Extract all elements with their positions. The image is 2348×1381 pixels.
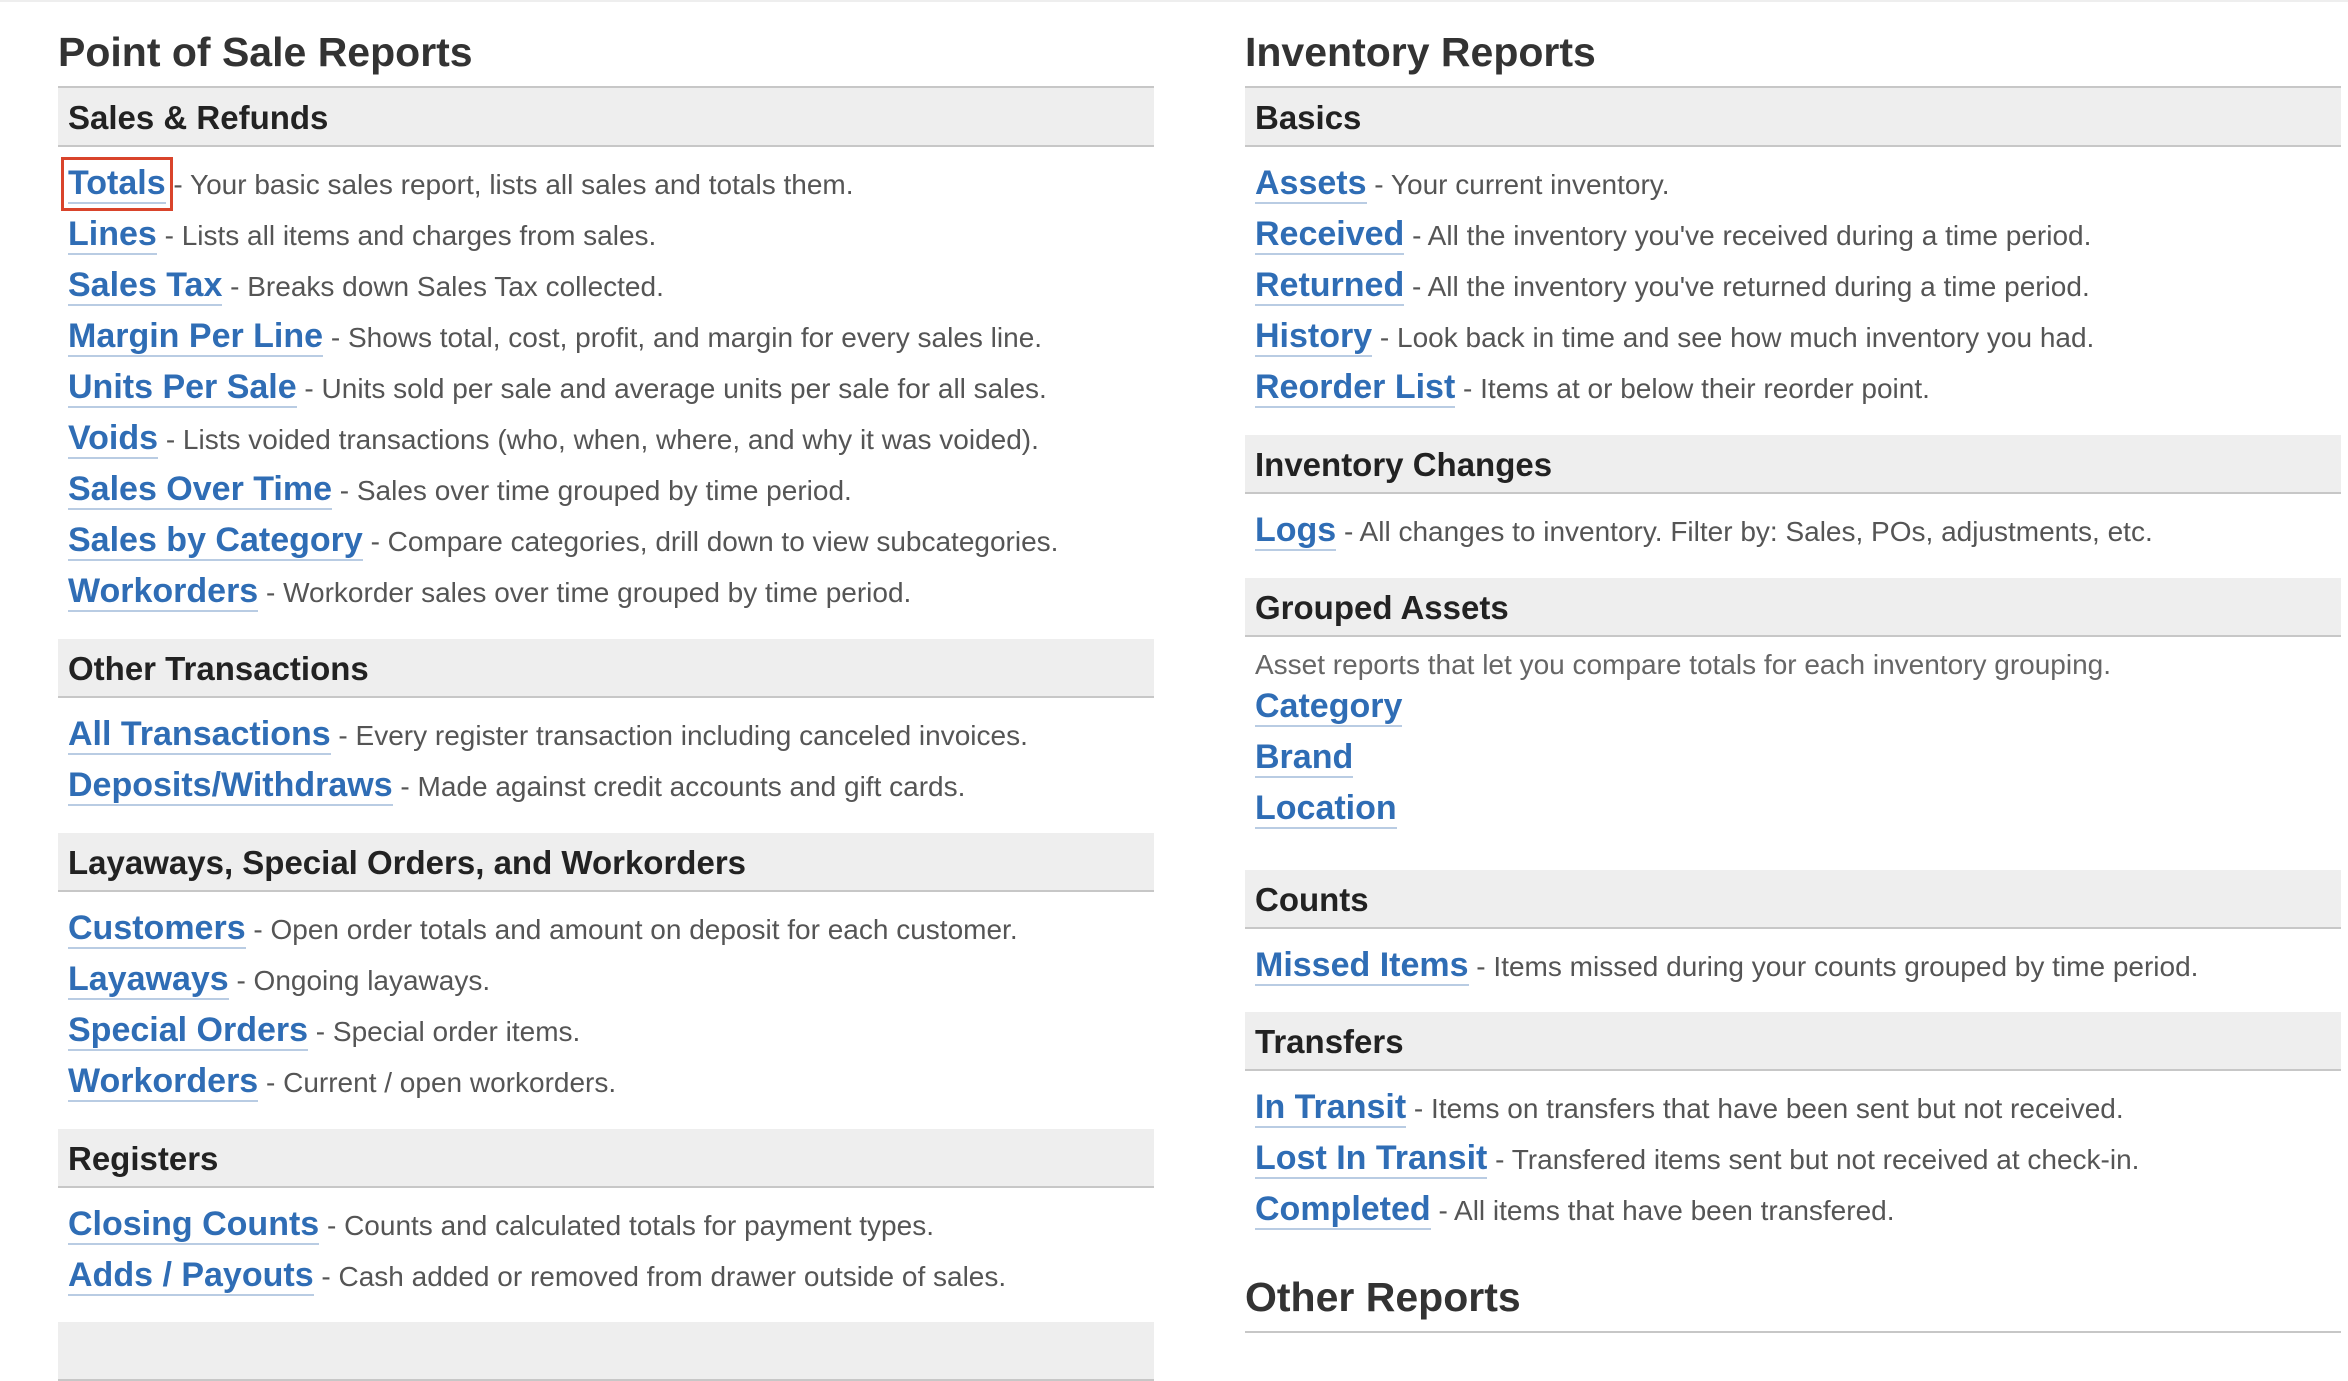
report-row-margin-per-line: [68, 312, 1154, 363]
report-link-voids[interactable]: Voids: [68, 419, 159, 457]
section-basics: [1245, 88, 2341, 414]
report-link-returned[interactable]: Returned: [1255, 266, 1405, 304]
report-link-all-transactions[interactable]: All Transactions: [68, 715, 331, 753]
report-link-history[interactable]: History: [1255, 317, 1373, 355]
report-row-deposits-withdraws: [68, 761, 1154, 812]
report-desc: - All the inventory you've returned during a time period.: [1404, 271, 2090, 302]
report-desc: - Sales over time grouped by time period.: [331, 475, 852, 506]
report-row-totals: [68, 159, 1154, 210]
report-row-units-per-sale: [68, 363, 1154, 414]
report-row-lines: [68, 210, 1154, 261]
report-row-missed-items: [1255, 941, 2341, 992]
section-note: Asset reports that let you compare totals for each inventory grouping.: [1255, 649, 2112, 680]
report-desc: - Your current inventory.: [1366, 169, 1670, 200]
report-row-reorder-list: [1255, 363, 2341, 414]
report-link-layaways[interactable]: Layaways: [68, 960, 229, 998]
report-link-assets[interactable]: Assets: [1255, 164, 1367, 202]
section-header: Grouped Assets: [1245, 578, 2341, 637]
report-link-open-workorders[interactable]: Workorders: [68, 1062, 259, 1100]
report-link-workorders[interactable]: Workorders: [68, 572, 259, 610]
report-link-sales-over-time[interactable]: Sales Over Time: [68, 470, 332, 508]
report-desc: - Special order items.: [308, 1016, 581, 1047]
section-grouped-assets: [1245, 578, 2341, 840]
report-desc: - Lists all items and charges from sales.: [156, 220, 657, 251]
report-desc: - All the inventory you've received during a time period.: [1404, 220, 2092, 251]
section-header: Other Transactions: [58, 639, 1154, 698]
report-desc: - Current / open workorders.: [258, 1067, 617, 1098]
report-link-lost-in-transit[interactable]: Lost In Transit: [1255, 1139, 1488, 1177]
report-link-closing-counts[interactable]: Closing Counts: [68, 1205, 320, 1243]
report-desc: - Items missed during your counts grouped by time period.: [1468, 951, 2199, 982]
section-header: Counts: [1245, 870, 2341, 929]
report-link-sales-by-category[interactable]: Sales by Category: [68, 521, 363, 559]
report-link-units-per-sale[interactable]: Units Per Sale: [68, 368, 297, 406]
report-desc: - Breaks down Sales Tax collected.: [222, 271, 664, 302]
report-desc: - Units sold per sale and average units per sale for all sales.: [296, 373, 1047, 404]
report-row-layaways: [68, 955, 1154, 1006]
report-row-logs: [1255, 506, 2341, 557]
report-desc: - Compare categories, drill down to view subcategories.: [362, 526, 1059, 557]
report-row-sales-tax: [68, 261, 1154, 312]
report-row-voids: [68, 414, 1154, 465]
report-link-totals[interactable]: Totals: [68, 164, 166, 202]
report-row-returned: [1255, 261, 2341, 312]
report-desc: - Every register transaction including canceled invoices.: [330, 720, 1028, 751]
report-desc: - Look back in time and see how much inventory you had.: [1372, 322, 2095, 353]
report-desc: - Workorder sales over time grouped by time period.: [258, 577, 912, 608]
report-link-logs[interactable]: Logs: [1255, 511, 1337, 549]
report-desc: - Shows total, cost, profit, and margin for every sales line.: [323, 322, 1043, 353]
report-desc: - Cash added or removed from drawer outside of sales.: [313, 1261, 1007, 1292]
report-row-received: [1255, 210, 2341, 261]
section-header: Basics: [1245, 88, 2341, 147]
section-header: Layaways, Special Orders, and Workorders: [58, 833, 1154, 892]
report-desc: - Items at or below their reorder point.: [1455, 373, 1930, 404]
report-desc: - All changes to inventory. Filter by: Sales, POs, adjustments, etc.: [1336, 516, 2153, 547]
report-link-category[interactable]: Category: [1255, 687, 1403, 725]
title-rule: [1245, 1331, 2341, 1333]
report-row-customers: [68, 904, 1154, 955]
section-header: Transfers: [1245, 1012, 2341, 1071]
inventory-reports-title: Inventory Reports: [1245, 29, 1596, 75]
section-next-cutoff: [58, 1322, 1154, 1381]
report-desc: - Made against credit accounts and gift cards.: [392, 771, 966, 802]
report-link-margin-per-line[interactable]: Margin Per Line: [68, 317, 324, 355]
section-layaways-special-orders: [58, 833, 1154, 1108]
report-row-brand: [1255, 738, 2341, 789]
report-desc: - Counts and calculated totals for payment types.: [319, 1210, 934, 1241]
section-registers: [58, 1129, 1154, 1302]
report-link-adds-payouts[interactable]: Adds / Payouts: [68, 1256, 314, 1294]
report-link-deposits-withdraws[interactable]: Deposits/Withdraws: [68, 766, 393, 804]
report-link-lines[interactable]: Lines: [68, 215, 157, 253]
top-divider: [0, 0, 2348, 2]
pos-reports-title: Point of Sale Reports: [58, 29, 473, 75]
report-link-missed-items[interactable]: Missed Items: [1255, 946, 1469, 984]
report-link-sales-tax[interactable]: Sales Tax: [68, 266, 223, 304]
report-link-customers[interactable]: Customers: [68, 909, 246, 947]
report-link-completed[interactable]: Completed: [1255, 1190, 1431, 1228]
report-row-special-orders: [68, 1006, 1154, 1057]
section-header-cutoff: [58, 1322, 1154, 1381]
report-row-sales-by-category: [68, 516, 1154, 567]
report-link-in-transit[interactable]: In Transit: [1255, 1088, 1407, 1126]
section-inventory-changes: [1245, 435, 2341, 557]
section-header: Inventory Changes: [1245, 435, 2341, 494]
report-row-location: [1255, 789, 2341, 840]
report-link-reorder-list[interactable]: Reorder List: [1255, 368, 1456, 406]
report-row-history: [1255, 312, 2341, 363]
section-sales-refunds: [58, 88, 1154, 618]
section-counts: [1245, 870, 2341, 992]
report-row-completed: [1255, 1185, 2341, 1236]
report-desc: - Your basic sales report, lists all sales and totals them.: [165, 169, 854, 200]
report-row-lost-in-transit: [1255, 1134, 2341, 1185]
report-desc: - Items on transfers that have been sent but not received.: [1406, 1093, 2124, 1124]
report-row-workorders: [68, 567, 1154, 618]
other-reports-title: Other Reports: [1245, 1274, 1521, 1320]
report-link-location[interactable]: Location: [1255, 789, 1397, 827]
section-header: Registers: [58, 1129, 1154, 1188]
report-link-special-orders[interactable]: Special Orders: [68, 1011, 309, 1049]
report-row-open-workorders: [68, 1057, 1154, 1108]
section-other-transactions: [58, 639, 1154, 812]
report-desc: - Transfered items sent but not received at check-in.: [1487, 1144, 2140, 1175]
report-row-sales-over-time: [68, 465, 1154, 516]
section-transfers: [1245, 1012, 2341, 1236]
report-row-in-transit: [1255, 1083, 2341, 1134]
report-desc: - All items that have been transfered.: [1430, 1195, 1895, 1226]
report-row-category: [1255, 687, 2341, 738]
report-desc: - Ongoing layaways.: [228, 965, 491, 996]
section-header: Sales & Refunds: [58, 88, 1154, 147]
report-link-received[interactable]: Received: [1255, 215, 1405, 253]
report-link-brand[interactable]: Brand: [1255, 738, 1354, 776]
report-desc: - Lists voided transactions (who, when, where, and why it was voided).: [158, 424, 1039, 455]
report-row-all-transactions: [68, 710, 1154, 761]
report-row-adds-payouts: [68, 1251, 1154, 1302]
report-desc: - Open order totals and amount on deposit for each customer.: [245, 914, 1018, 945]
report-row-assets: [1255, 159, 2341, 210]
report-row-closing-counts: [68, 1200, 1154, 1251]
